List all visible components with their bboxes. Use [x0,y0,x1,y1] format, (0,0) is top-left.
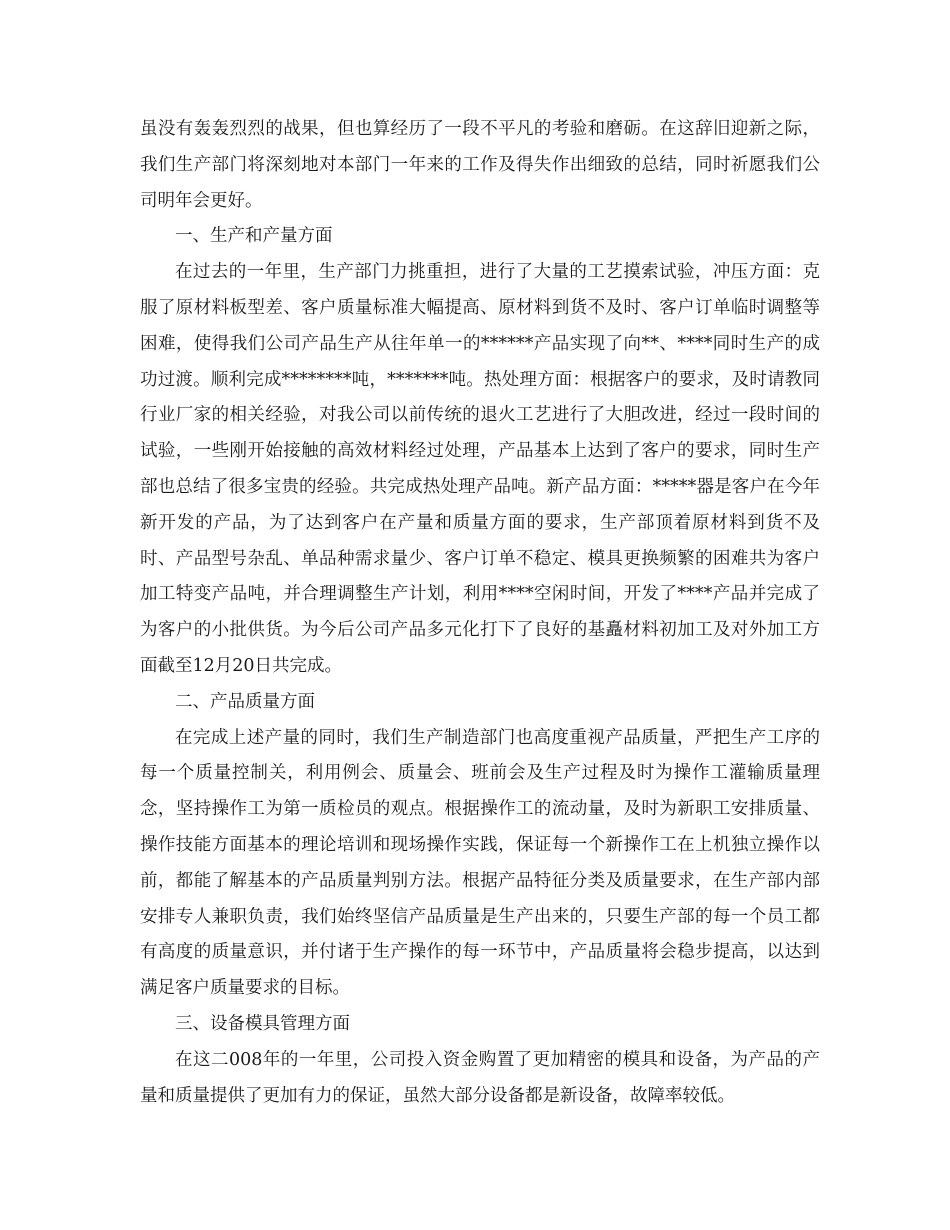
paragraph-quality: 在完成上述产量的同时，我们生产制造部门也高度重视产品质量，严把生产工序的每一个质量控制关，利用例会、质量会、班前会及生产过程及时为操作工灌输质量理念，坚持操作工为第一质检员的观点。根据操作工的流动量，及时为新职工安排质量、操作技能方面基本的理论培训和现场操作实践，保证每一个新操作工在上机独立操作以前，都能了解基本的产品质量判别方法。根据产品特征分类及质量要求，在生产部内部安排专人兼职负责，我们始终坚信产品质量是生产出来的，只要生产部的每一个员工都有高度的质量意识，并付诸于生产操作的每一环节中，产品质量将会稳步提高，以达到满足客户质量要求的目标。 [140,727,820,999]
document-page [140,112,820,1114]
section-heading-production: 一、生产和产量方面 [175,226,333,247]
paragraph-production: 在过去的一年里，生产部门力挑重担，进行了大量的工艺摸索试验，冲压方面：克服了原材料板型差、客户质量标准大幅提高、原材料到货不及时、客户订单临时调整等困难，使得我们公司产品生产从往年单一的******产品实现了向**、****同时生产的成功过渡。顺利完成********吨，*******吨。热处理方面：根据客户的要求，及时请教同行业厂家的相关经验，对我公司以前传统的退火工艺进行了大胆改进，经过一段时间的试验，一些刚开始接触的高效材料经过处理，产品基本上达到了客户的要求，同时生产部也总结了很多宝贵的经验。共完成热处理产品吨。新产品方面：*****器是客户在今年新开发的产品，为了达到客户在产量和质量方面的要求，生产部顶着原材料到货不及时、产品型号杂乱、单品种需求量少、客户订单不稳定、模具更换频繁的困难共为客户加工特变产品吨，并合理调整生产计划，利用****空闲时间，开发了****产品并完成了为客户的小批供货。为今后公司产品多元化打下了良好的基矗材料初加工及对外加工方面截至12月20日共完成。 [140,262,820,676]
section-heading-quality: 二、产品质量方面 [175,691,315,712]
paragraph-equipment: 在这二008年的一年里，公司投入资金购置了更加精密的模具和设备，为产品的产量和质量提供了更加有力的保证，虽然大部分设备都是新设备，故障率较低。 [140,1049,820,1106]
paragraph-intro: 虽没有轰轰烈烈的战果，但也算经历了一段不平凡的考验和磨砺。在这辞旧迎新之际，我们生产部门将深刻地对本部门一年来的工作及得失作出细致的总结，同时祈愿我们公司明年会更好。 [140,119,820,211]
section-heading-equipment: 三、设备模具管理方面 [175,1013,350,1034]
